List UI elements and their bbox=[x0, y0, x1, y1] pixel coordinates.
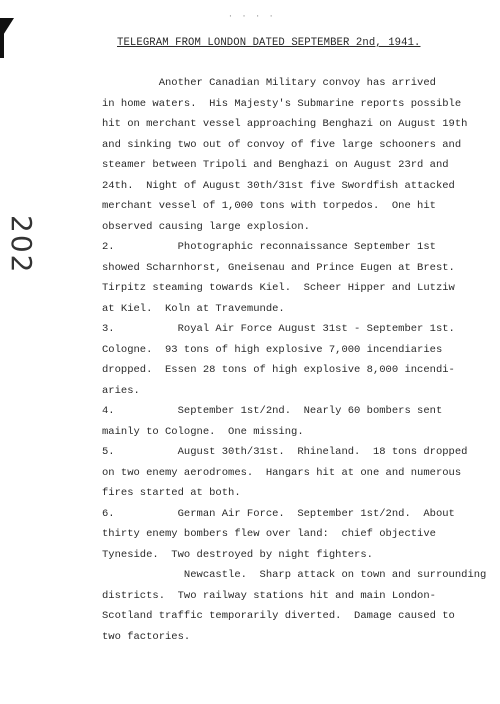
corner-mark bbox=[0, 18, 14, 40]
body-line: steamer between Tripoli and Benghazi on August 23rd and bbox=[102, 159, 449, 171]
body-line: 4. September 1st/2nd. Nearly 60 bombers sent bbox=[102, 405, 443, 417]
body-line: aries. bbox=[102, 384, 140, 397]
body-line: and sinking two out of convoy of five large schooners and bbox=[102, 138, 462, 151]
body-line: fires started at both. bbox=[102, 487, 241, 499]
body-line: districts. Two railway stations hit and main London- bbox=[102, 589, 436, 602]
body-line: Cologne. 93 tons of high explosive 7,000 incendiaries bbox=[102, 343, 443, 356]
body-line: 5. August 30th/31st. Rhineland. 18 tons dropped bbox=[102, 446, 468, 458]
top-marks: · · · · bbox=[228, 12, 276, 21]
body-line: 24th. Night of August 30th/31st five Swordfish attacked bbox=[102, 179, 455, 192]
body-line: on two enemy aerodromes. Hangars hit at one and numerous bbox=[102, 466, 462, 479]
handwritten-margin-note: 202 bbox=[5, 215, 38, 275]
body-line: Newcastle. Sharp attack on town and surrounding bbox=[102, 569, 487, 581]
body-line: mainly to Cologne. One missing. bbox=[102, 425, 304, 438]
body-line: in home waters. His Majesty's Submarine reports possible bbox=[102, 97, 462, 110]
body-line: showed Scharnhorst, Gneisenau and Prince Eugen at Brest. bbox=[102, 261, 455, 274]
telegram-title: TELEGRAM FROM LONDON DATED SEPTEMBER 2nd, 1941. bbox=[117, 37, 421, 49]
body-line: two factories. bbox=[102, 630, 191, 643]
body-line: at Kiel. Koln at Travemunde. bbox=[102, 302, 285, 315]
body-line: Tyneside. Two destroyed by night fighters. bbox=[102, 548, 373, 561]
body-line: Another Canadian Military convoy has arrived bbox=[102, 77, 436, 89]
body-line: 2. Photographic reconnaissance September 1st bbox=[102, 241, 436, 253]
body-line: Tirpitz steaming towards Kiel. Scheer Hipper and Lutziw bbox=[102, 282, 455, 294]
body-line: Scotland traffic temporarily diverted. Damage caused to bbox=[102, 610, 455, 622]
body-line: thirty enemy bombers flew over land: chief objective bbox=[102, 528, 436, 540]
body-line: hit on merchant vessel approaching Benghazi on August 19th bbox=[102, 118, 468, 130]
telegram-body bbox=[102, 73, 487, 647]
body-line: observed causing large explosion. bbox=[102, 220, 310, 233]
body-line: 3. Royal Air Force August 31st - September 1st. bbox=[102, 323, 455, 335]
body-line: 6. German Air Force. September 1st/2nd. About bbox=[102, 507, 455, 520]
body-line: merchant vessel of 1,000 tons with torpedos. One hit bbox=[102, 200, 436, 212]
body-line: dropped. Essen 28 tons of high explosive 8,000 incendi- bbox=[102, 364, 455, 376]
